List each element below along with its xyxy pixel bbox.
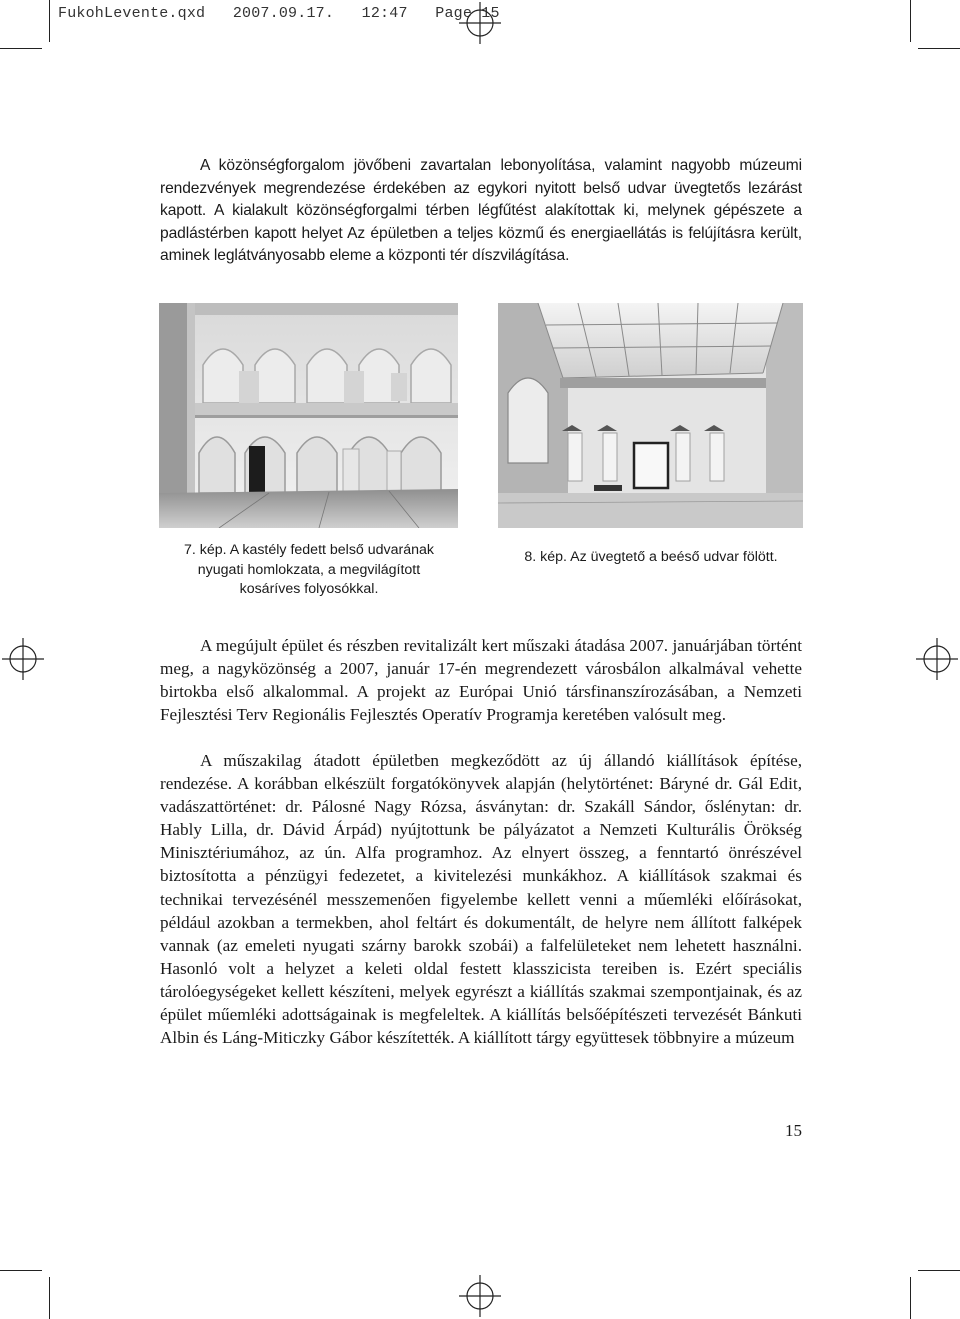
photo-8-caption: 8. kép. Az üvegtető a beéső udvar fölött. — [524, 549, 778, 565]
crop-mark — [0, 1270, 42, 1271]
crop-mark — [49, 1277, 50, 1319]
glass-roof-photo — [498, 303, 803, 528]
registration-mark-icon — [459, 1275, 501, 1317]
registration-mark-icon — [2, 638, 44, 680]
page-number: 15 — [785, 1121, 802, 1140]
registration-mark-icon — [459, 2, 501, 44]
photo-7-caption: 7. kép. A kastély fedett belső udvarának nyugati homlokzata, a megvilágított kosáríves folyosókkal. — [183, 542, 435, 598]
crop-mark — [0, 48, 42, 49]
printer-slug: FukohLevente.qxd 2007.09.17. 12:47 Page 15 — [58, 5, 500, 22]
crop-mark — [910, 1277, 911, 1319]
registration-mark-icon — [916, 638, 958, 680]
intro-paragraph: A közönségforgalom jövőbeni zavartalan lebonyolítása, valamint nagyobb múzeumi rendezvények megrendezése érdekében az egykori nyitott belső udvar üvegtetős lezárást kapott. A kialakult közönségforgalmi térben légfűtést alakítottak ki, melynek gépészete a padlástérben kapott helyet Az épületben a teljes közmű és energiaellátás is felújításra került, aminek leglátványosabb eleme a központi tér díszvilágítása. — [160, 157, 802, 265]
crop-mark — [910, 0, 911, 42]
exhibition-paragraph: A műszakilag átadott épületben megkeződött az új állandó kiállítások építése, rendezése. A korábban elkészült forgatókönyvek alapján (helytörténet: Báryné dr. Gál Edit, vadászattörténet: dr. Pálosné Nagy Rózsa, ásványtan: dr. Szakáll Sándor, őslénytan: dr. Hably Lilla, dr. Dávid Árpád) nyújtottunk be pályázatot a Nemzeti Kulturális Örökség Minisztériumához, az ún. Alfa programhoz. Az elnyert összeg, a fenntartó önrészével biztosította a pénzügyi fedezetet, a kivitelezési munkákhoz. A kiállítások szakmai és technikai tervezésénél messzemenően figyelembe kellett venni a műemléki előírásokat, például azokban a termekben, ahol feltárt és dokumentált, de helyre nem állított falképek vannak (az emeleti nyugati szárny barokk szobái) a falfelületeket nem lehetett használni. Hasonló volt a helyzet a keleti oldal festett klasszicista tereiben is. Ezért speciális tárolóegységeket kellett készíteni, melyek egyrészt a kiállítás szakmai szempontjainak, és az épület műemléki adottságainak is megfeleltek. A kiállítás belsőépítészeti tervezését Bánkuti Albin és Láng-Miticzky Gábor készítették. A kiállított tárgy együttesek többnyire a múzeum — [160, 751, 802, 1048]
crop-mark — [918, 1270, 960, 1271]
courtyard-facade-photo — [159, 303, 458, 528]
crop-mark — [49, 0, 50, 42]
crop-mark — [918, 48, 960, 49]
handover-paragraph: A megújult épület és részben revitalizált kert műszaki átadása 2007. januárjában történt meg, a nagyközönség a 2007, január 17-én megrendezett városbálon alkalmával vehette birtokba első alkalommal. A projekt az Európai Unió társfinanszírozásában, a Nemzeti Fejlesztési Terv Regionális Fejlesztés Operatív Programja keretében valósult meg. — [160, 636, 802, 725]
